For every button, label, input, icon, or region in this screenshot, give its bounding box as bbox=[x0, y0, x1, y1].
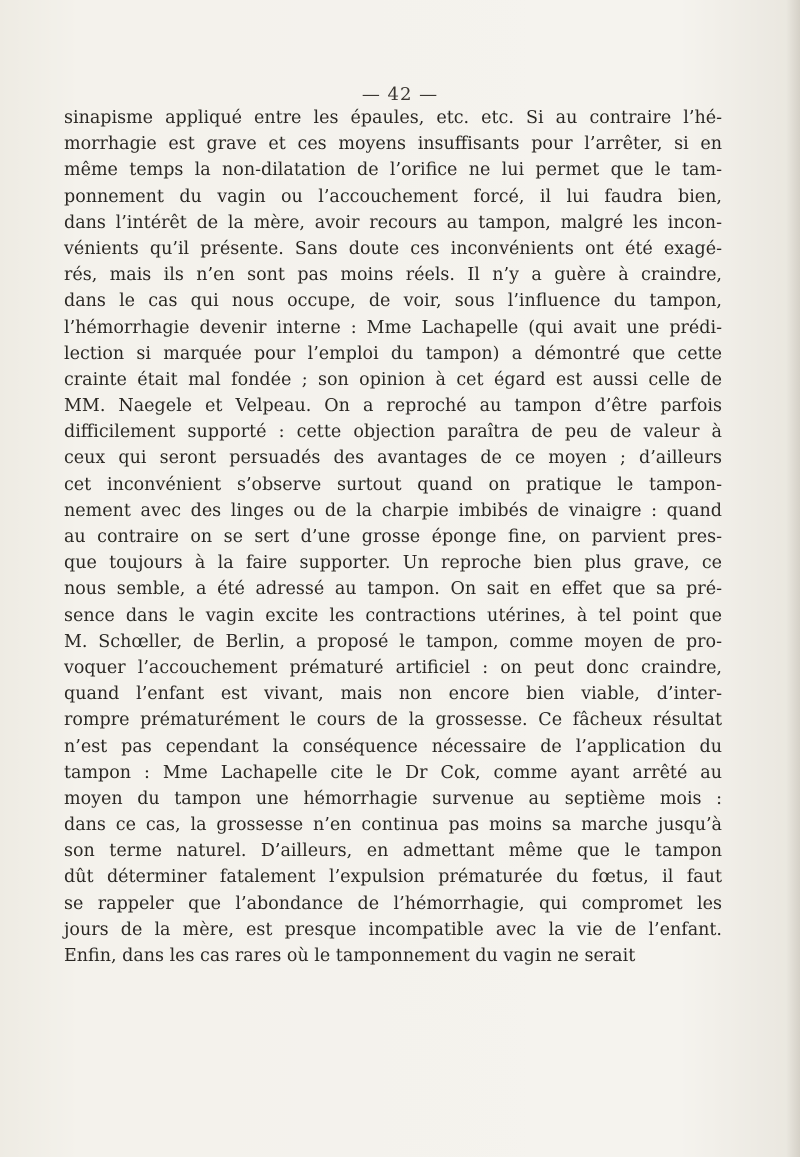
text-line: crainte était mal fondée ; son opinion à cet égard est aussi celle de bbox=[64, 369, 722, 390]
text-line: jours de la mère, est presque incompatible avec la vie de l’enfant. bbox=[64, 919, 722, 940]
text-line: même temps la non-dilatation de l’orifice ne lui permet que le tam- bbox=[64, 160, 722, 181]
text-line: vénients qu’il présente. Sans doute ces inconvénients ont été exagé- bbox=[64, 238, 722, 259]
text-line: se rappeler que l’abondance de l’hémorrhagie, qui compromet les bbox=[64, 893, 722, 914]
text-line: dans ce cas, la grossesse n’en continua pas moins sa marche jusqu’à bbox=[64, 815, 722, 836]
text-line: morrhagie est grave et ces moyens insuffisants pour l’arrêter, si en bbox=[64, 134, 722, 155]
text-line: tampon : Mme Lachapelle cite le Dr Cok, comme ayant arrêté au bbox=[64, 762, 722, 783]
text-line: moyen du tampon une hémorrhagie survenue au septième mois : bbox=[64, 788, 722, 809]
page-number: — 42 — bbox=[361, 84, 439, 105]
text-line: Enfin, dans les cas rares où le tamponnement du vagin ne serait bbox=[64, 946, 636, 966]
text-line: l’hémorrhagie devenir interne : Mme Lachapelle (qui avait une prédi- bbox=[64, 317, 722, 338]
text-line: sinapisme appliqué entre les épaules, etc. etc. Si au contraire l’hé- bbox=[64, 108, 722, 128]
text-line: n’est pas cependant la conséquence nécessaire de l’application du bbox=[64, 736, 722, 757]
text-line: M. Schœller, de Berlin, a proposé le tampon, comme moyen de pro- bbox=[64, 631, 722, 652]
text-line: MM. Naegele et Velpeau. On a reproché au tampon d’être parfois bbox=[64, 396, 722, 417]
text-line: ponnement du vagin ou l’accouchement forcé, il lui faudra bien, bbox=[64, 186, 722, 207]
text-line: sence dans le vagin excite les contractions utérines, à tel point que bbox=[64, 605, 722, 626]
text-line: quand l’enfant est vivant, mais non encore bien viable, d’inter- bbox=[64, 684, 722, 705]
text-line: rompre prématurément le cours de la grossesse. Ce fâcheux résultat bbox=[64, 710, 722, 731]
body-text bbox=[64, 105, 722, 969]
text-line: son terme naturel. D’ailleurs, en admettant même que le tampon bbox=[64, 841, 722, 862]
text-line: rés, mais ils n’en sont pas moins réels. Il n’y a guère à craindre, bbox=[64, 265, 722, 286]
text-line: nous semble, a été adressé au tampon. On sait en effet que sa pré- bbox=[64, 579, 722, 600]
text-line: cet inconvénient s’observe surtout quand on pratique le tampon- bbox=[64, 474, 722, 495]
text-line: difficilement supporté : cette objection paraîtra de peu de valeur à bbox=[64, 422, 722, 443]
text-line: voquer l’accouchement prématuré artificiel : on peut donc craindre, bbox=[64, 657, 722, 678]
text-line: que toujours à la faire supporter. Un reproche bien plus grave, ce bbox=[64, 553, 722, 574]
page-edge-shadow bbox=[786, 0, 800, 1157]
text-line: nement avec des linges ou de la charpie imbibés de vinaigre : quand bbox=[64, 500, 722, 521]
text-line: dans le cas qui nous occupe, de voir, sous l’influence du tampon, bbox=[64, 291, 722, 312]
text-line: lection si marquée pour l’emploi du tampon) a démontré que cette bbox=[64, 343, 722, 364]
text-line: dans l’intérêt de la mère, avoir recours au tampon, malgré les incon- bbox=[64, 212, 722, 233]
text-line: ceux qui seront persuadés des avantages de ce moyen ; d’ailleurs bbox=[64, 448, 722, 469]
text-line: au contraire on se sert d’une grosse éponge fine, on parvient pres- bbox=[64, 527, 722, 547]
text-line: dût déterminer fatalement l’expulsion prématurée du fœtus, il faut bbox=[64, 867, 722, 888]
